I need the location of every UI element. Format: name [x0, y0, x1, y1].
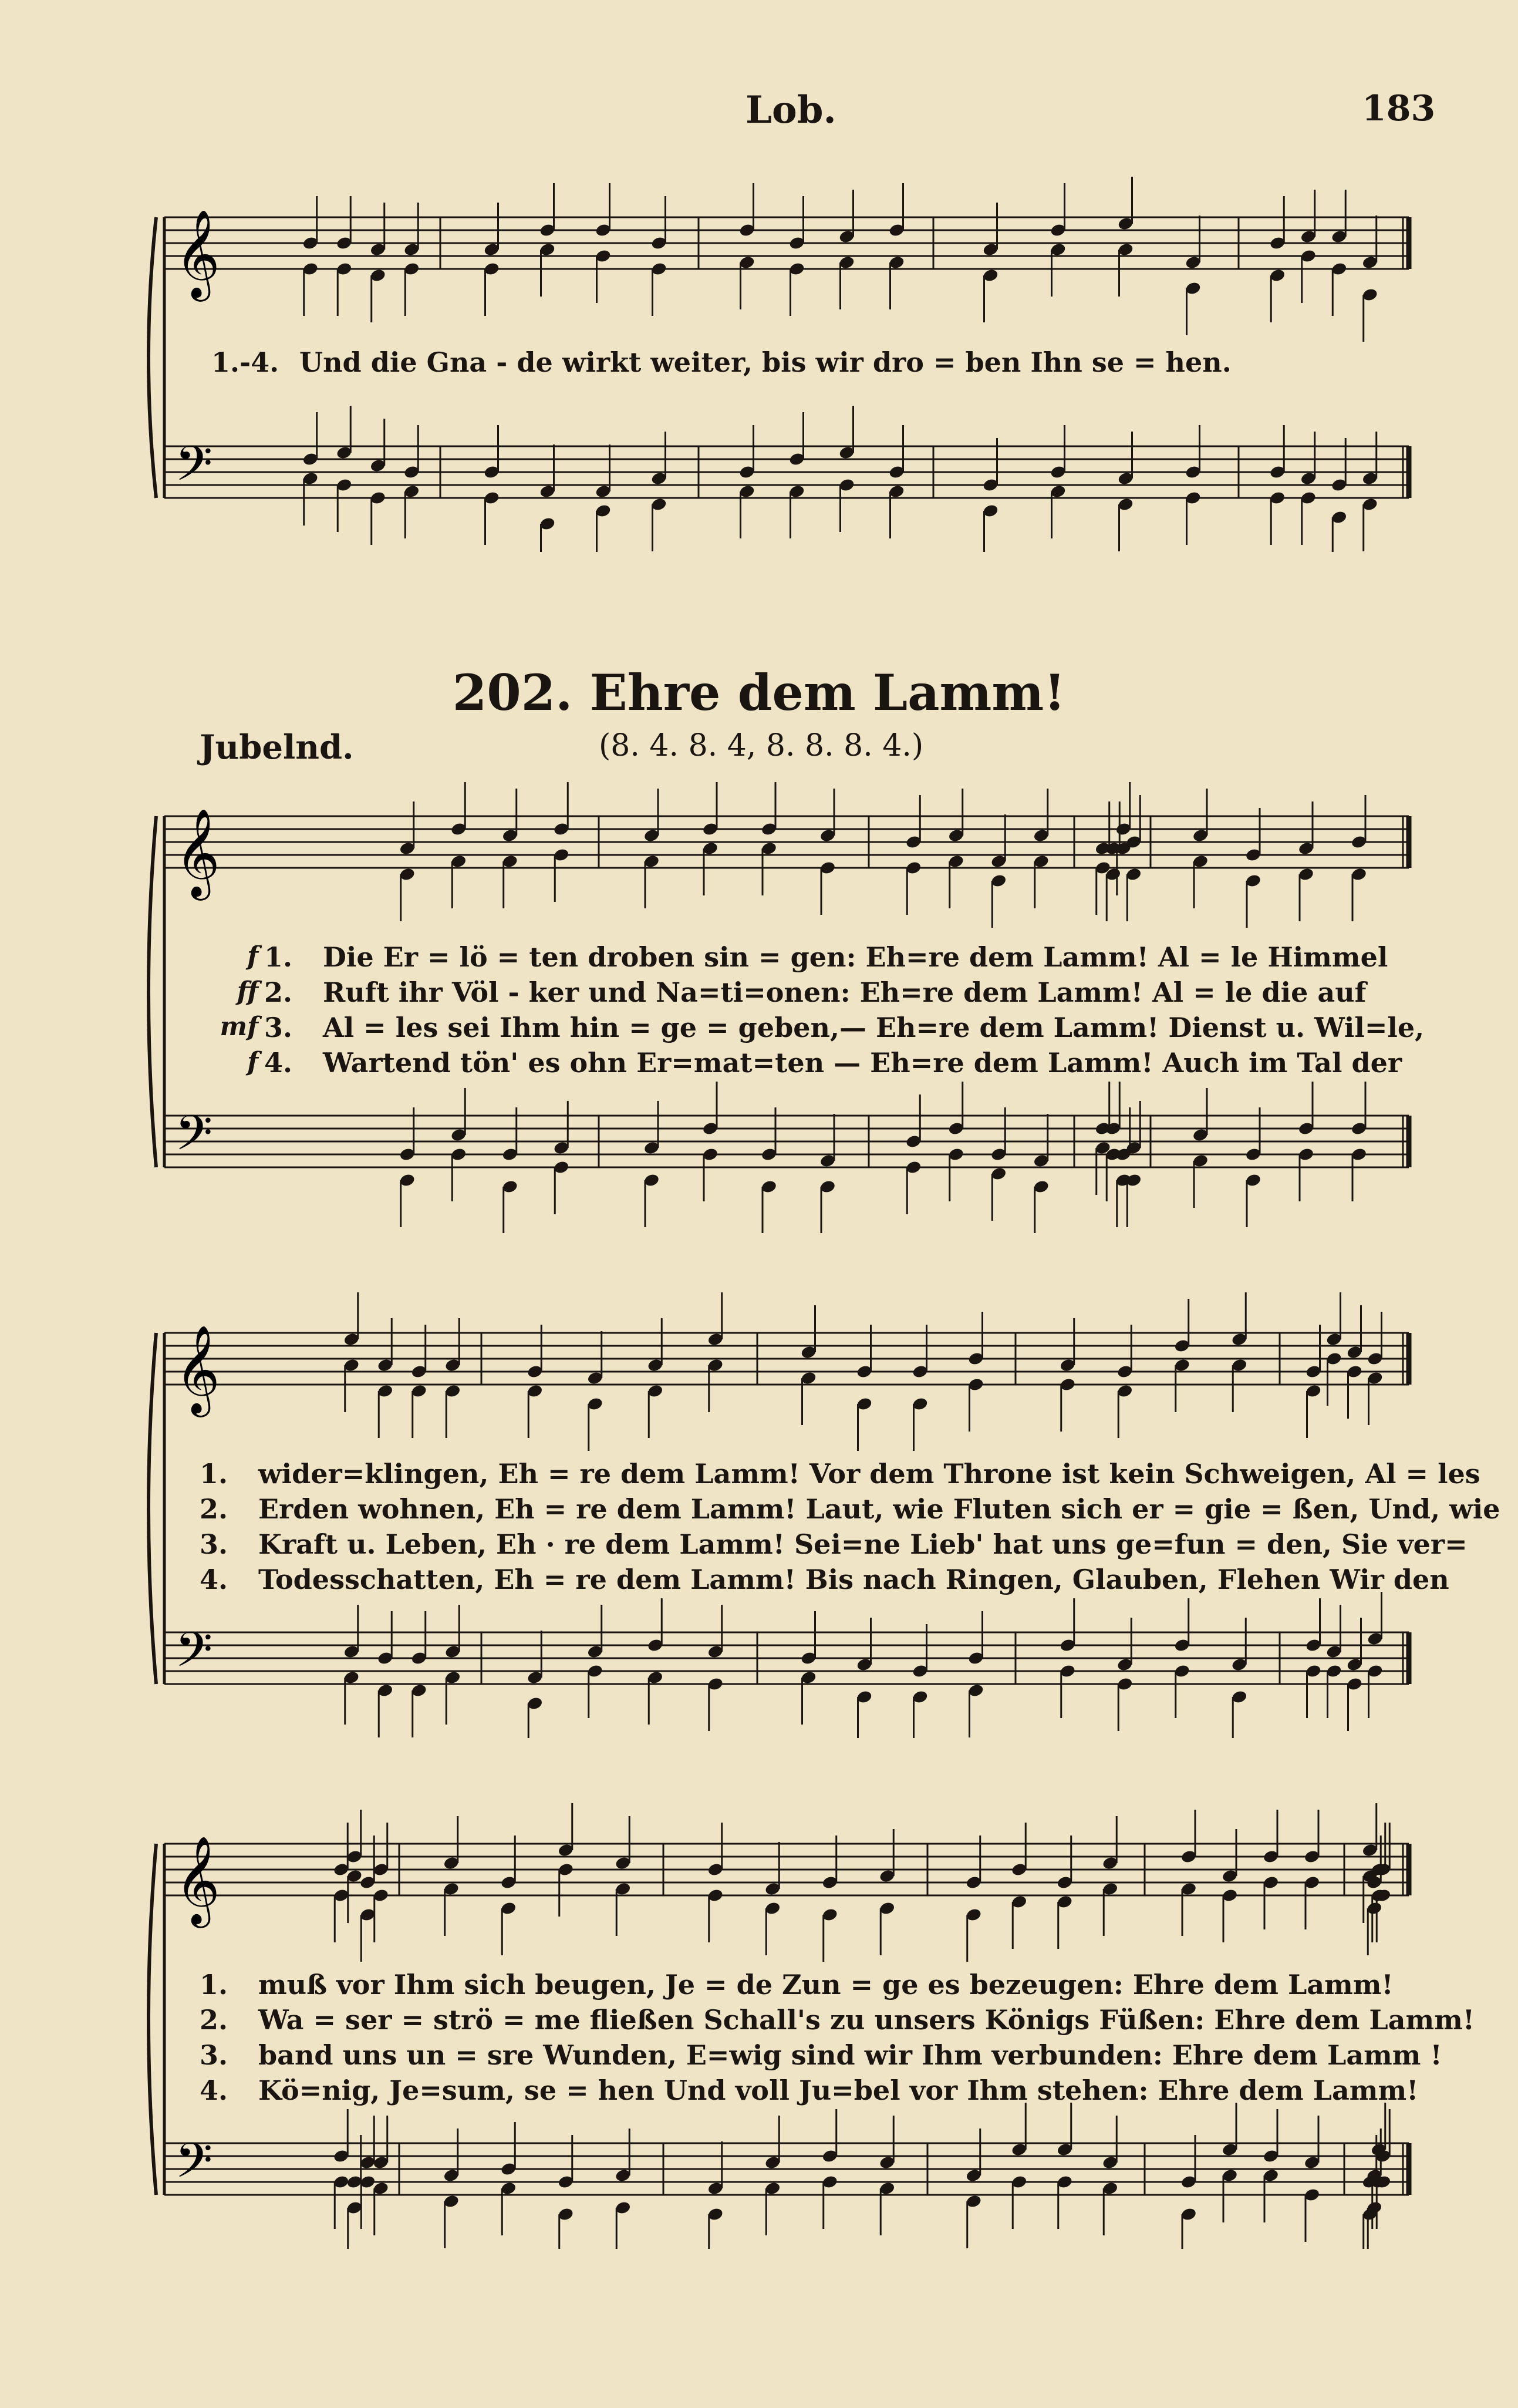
brace	[149, 816, 156, 1167]
page-number: 183	[1362, 88, 1436, 129]
lyric-line	[176, 1493, 1500, 1526]
hymn-system-1	[0, 775, 1518, 1233]
dynamic-mark: ff	[237, 976, 258, 1006]
treble-clef-icon: 𝄞	[175, 807, 220, 897]
meter-marking: (8. 4. 8. 4, 8. 8. 8. 4.)	[599, 728, 924, 763]
lyric-text: Die Er = lö = ten droben sin = gen: Eh=re dem Lamm! Al = le Himmel	[323, 941, 1388, 973]
treble-clef-icon: 𝄞	[175, 1324, 220, 1413]
brace	[149, 1844, 156, 2195]
bass-clef-icon: 𝄢	[175, 435, 213, 504]
lyric-text: band uns un = sre Wunden, E=wig sind wir Ihm verbunden: Ehre dem Lamm !	[258, 2039, 1442, 2071]
running-head: Lob.	[745, 88, 836, 132]
lyric-text: Wartend tön' es ohn Er=mat=ten — Eh=re dem Lamm! Auch im Tal der	[323, 1047, 1402, 1079]
prev-hymn-system	[0, 176, 1518, 552]
lyric-text: Al = les sei Ihm hin = ge = geben,— Eh=re dem Lamm! Dienst u. Wil=le,	[323, 1012, 1425, 1043]
lyric-text: Kö=nig, Je=sum, se = hen Und voll Ju=bel vor Ihm stehen: Ehre dem Lamm!	[258, 2074, 1419, 2106]
verse-number: 1.	[264, 941, 293, 973]
lyric-line	[176, 2074, 1419, 2107]
lyric-line	[176, 1969, 1409, 2002]
lyric-line	[176, 941, 1409, 974]
lyric-line	[176, 1012, 1425, 1045]
verse-number: 2.	[200, 2004, 228, 2036]
dynamic-mark: f	[247, 941, 258, 971]
hymn-title: 202. Ehre dem Lamm!	[452, 664, 1066, 722]
lyric-text: Erden wohnen, Eh = re dem Lamm! Laut, wie Fluten sich er = gie = ßen, Und, wie	[258, 1493, 1500, 1525]
lyric-line	[176, 1528, 1468, 1561]
lyric-text: Wa = ser = strö = me fließen Schall's zu unsers Königs Füßen: Ehre dem Lamm!	[258, 2004, 1475, 2036]
lyric-line	[176, 1564, 1449, 1597]
verse-number: 4.	[264, 1047, 293, 1079]
verse-number: 2.	[264, 976, 293, 1008]
lyric-text: muß vor Ihm sich beugen, Je = de Zun = ge es bezeugen: Ehre dem Lamm!	[258, 1969, 1394, 2001]
lyric-line	[176, 1047, 1409, 1080]
verse-number: 4.	[200, 2074, 228, 2106]
verse-number: 1.	[200, 1969, 228, 2001]
lyric-text: wider=klingen, Eh = re dem Lamm! Vor dem Throne ist kein Schweigen, Al = les	[258, 1458, 1480, 1490]
brace	[149, 1333, 156, 1684]
verse-number: 1.	[200, 1458, 228, 1490]
prev-hymn-lyric-line	[211, 346, 1415, 379]
verse-label: 1.-4.	[211, 346, 279, 378]
treble-clef-icon: 𝄞	[175, 1835, 220, 1924]
verse-number: 3.	[264, 1012, 293, 1043]
lyric-text: Kraft u. Leben, Eh · re dem Lamm! Sei=ne Lieb' hat uns ge=fun = den, Sie ver=	[258, 1528, 1468, 1560]
verse-number: 2.	[200, 1493, 228, 1525]
treble-clef-icon: 𝄞	[175, 208, 220, 298]
bass-clef-icon: 𝄢	[175, 2132, 213, 2201]
bass-clef-icon: 𝄢	[175, 1621, 213, 1690]
lyric-line	[176, 976, 1409, 1009]
lyric-line	[176, 1458, 1480, 1491]
brace	[149, 217, 156, 498]
hymn-system-2	[0, 1292, 1518, 1738]
verse-number: 4.	[200, 1564, 228, 1595]
lyric-text: Und die Gna - de wirkt weiter, bis wir dro = ben Ihn se = hen.	[299, 346, 1232, 378]
tempo-marking: Jubelnd.	[200, 728, 354, 767]
lyric-line	[176, 2004, 1475, 2037]
bass-clef-icon: 𝄢	[175, 1104, 213, 1173]
lyric-text: Todesschatten, Eh = re dem Lamm! Bis nach Ringen, Glauben, Flehen Wir den	[258, 1564, 1449, 1595]
dynamic-mark: mf	[220, 1012, 258, 1042]
verse-number: 3.	[200, 2039, 228, 2071]
dynamic-mark: f	[247, 1047, 258, 1077]
lyric-line	[176, 2039, 1442, 2072]
verse-number: 3.	[200, 1528, 228, 1560]
lyric-text: Ruft ihr Völ - ker und Na=ti=onen: Eh=re dem Lamm! Al = le die auf	[323, 976, 1367, 1008]
hymn-system-3	[0, 1803, 1518, 2249]
